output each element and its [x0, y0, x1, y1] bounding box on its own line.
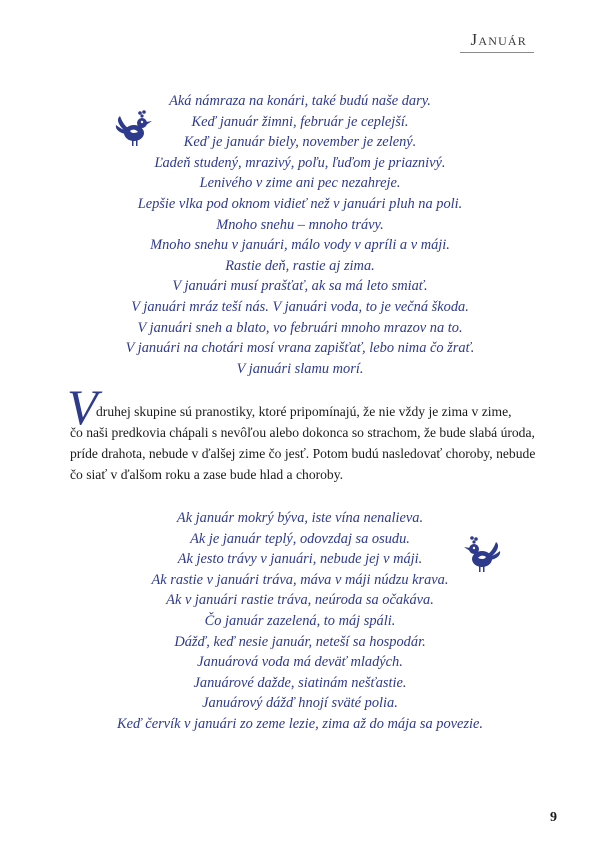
proverb-line: Mnoho snehu v januári, málo vody v apríli a v máji.	[150, 237, 450, 254]
chapter-header: Január	[470, 30, 527, 49]
proverb-line: Januárová voda má deväť mladých.	[197, 654, 403, 671]
proverb-line: V januári mráz teší nás. V januári voda, to je večná škoda.	[131, 298, 469, 315]
proverb-line: Lenivého v zime ani pec nezahreje.	[199, 175, 401, 192]
proverb-line: Ak január mokrý býva, iste vína nenalieva.	[176, 510, 424, 526]
proverb-line: Aká námraza na konári, také budú naše dary.	[169, 93, 431, 109]
page-number: 9	[550, 810, 557, 825]
proverb-line: Keď červík v januári zo zeme lezie, zima až do mája sa povezie.	[116, 715, 484, 732]
proverb-line: Mnoho snehu – mnoho trávy.	[216, 216, 384, 233]
body-paragraph	[70, 401, 536, 485]
proverb-line: Ľadeň studený, mrazivý, poľu, ľuďom je priaznivý.	[154, 154, 446, 171]
proverb-line: Keď je január biely, november je zelený.	[183, 134, 417, 151]
proverb-line: V januári slamu morí.	[236, 360, 364, 377]
proverb-line: V januári musí prašťať, ak sa má leto smiať.	[172, 278, 428, 295]
folk-bird-icon	[460, 533, 504, 577]
paragraph-line: čo siať v ďalšom roku a zase bude hlad a choroby.	[70, 467, 344, 482]
proverb-line: Rastie deň, rastie aj zima.	[225, 257, 375, 274]
proverb-line: Januárový dážď hnojí sväté polia.	[202, 695, 398, 712]
proverb-line: Lepšie vlka pod oknom vidieť než v januári pluh na poli.	[137, 195, 463, 212]
proverb-line: Čo január zazelená, to máj spáli.	[204, 612, 396, 629]
proverb-line: Ak je január teplý, odovzdaj sa osudu.	[190, 530, 410, 547]
proverb-line: V januári na chotári mosí vrana zapišťať, lebo nima čo žrať.	[125, 340, 475, 357]
header-divider	[460, 52, 534, 53]
proverb-line: Ak rastie v januári tráva, máva v máji núdzu krava.	[151, 571, 449, 588]
proverb-line: Ak jesto trávy v januári, nebude jej v máji.	[177, 551, 423, 568]
proverb-line: Keď január žimni, február je ceplejší.	[191, 113, 409, 130]
proverb-verse-1	[70, 91, 530, 379]
proverb-line: Dážď, keď nesie január, neteší sa hospodár.	[174, 633, 426, 650]
drop-cap: V	[67, 379, 98, 435]
paragraph-line: druhej skupine sú pranostiky, ktoré pripomínajú, že nie vždy je zima v zime,	[96, 404, 512, 419]
proverb-line: Januárové dažde, siatinám nešťastie.	[193, 674, 407, 691]
proverb-line: V januári sneh a blato, vo februári mnoho mrazov na to.	[137, 319, 463, 336]
proverb-line: Ak v januári rastie tráva, neúroda sa očakáva.	[166, 592, 434, 609]
paragraph-line: čo naši predkovia chápali s nevôľou alebo dokonca so strachom, že bude slabá úroda,	[70, 425, 535, 440]
paragraph-line: príde drahota, nebude v ďalšej zime čo jesť. Potom budú nasledovať choroby, nebude	[70, 446, 536, 461]
